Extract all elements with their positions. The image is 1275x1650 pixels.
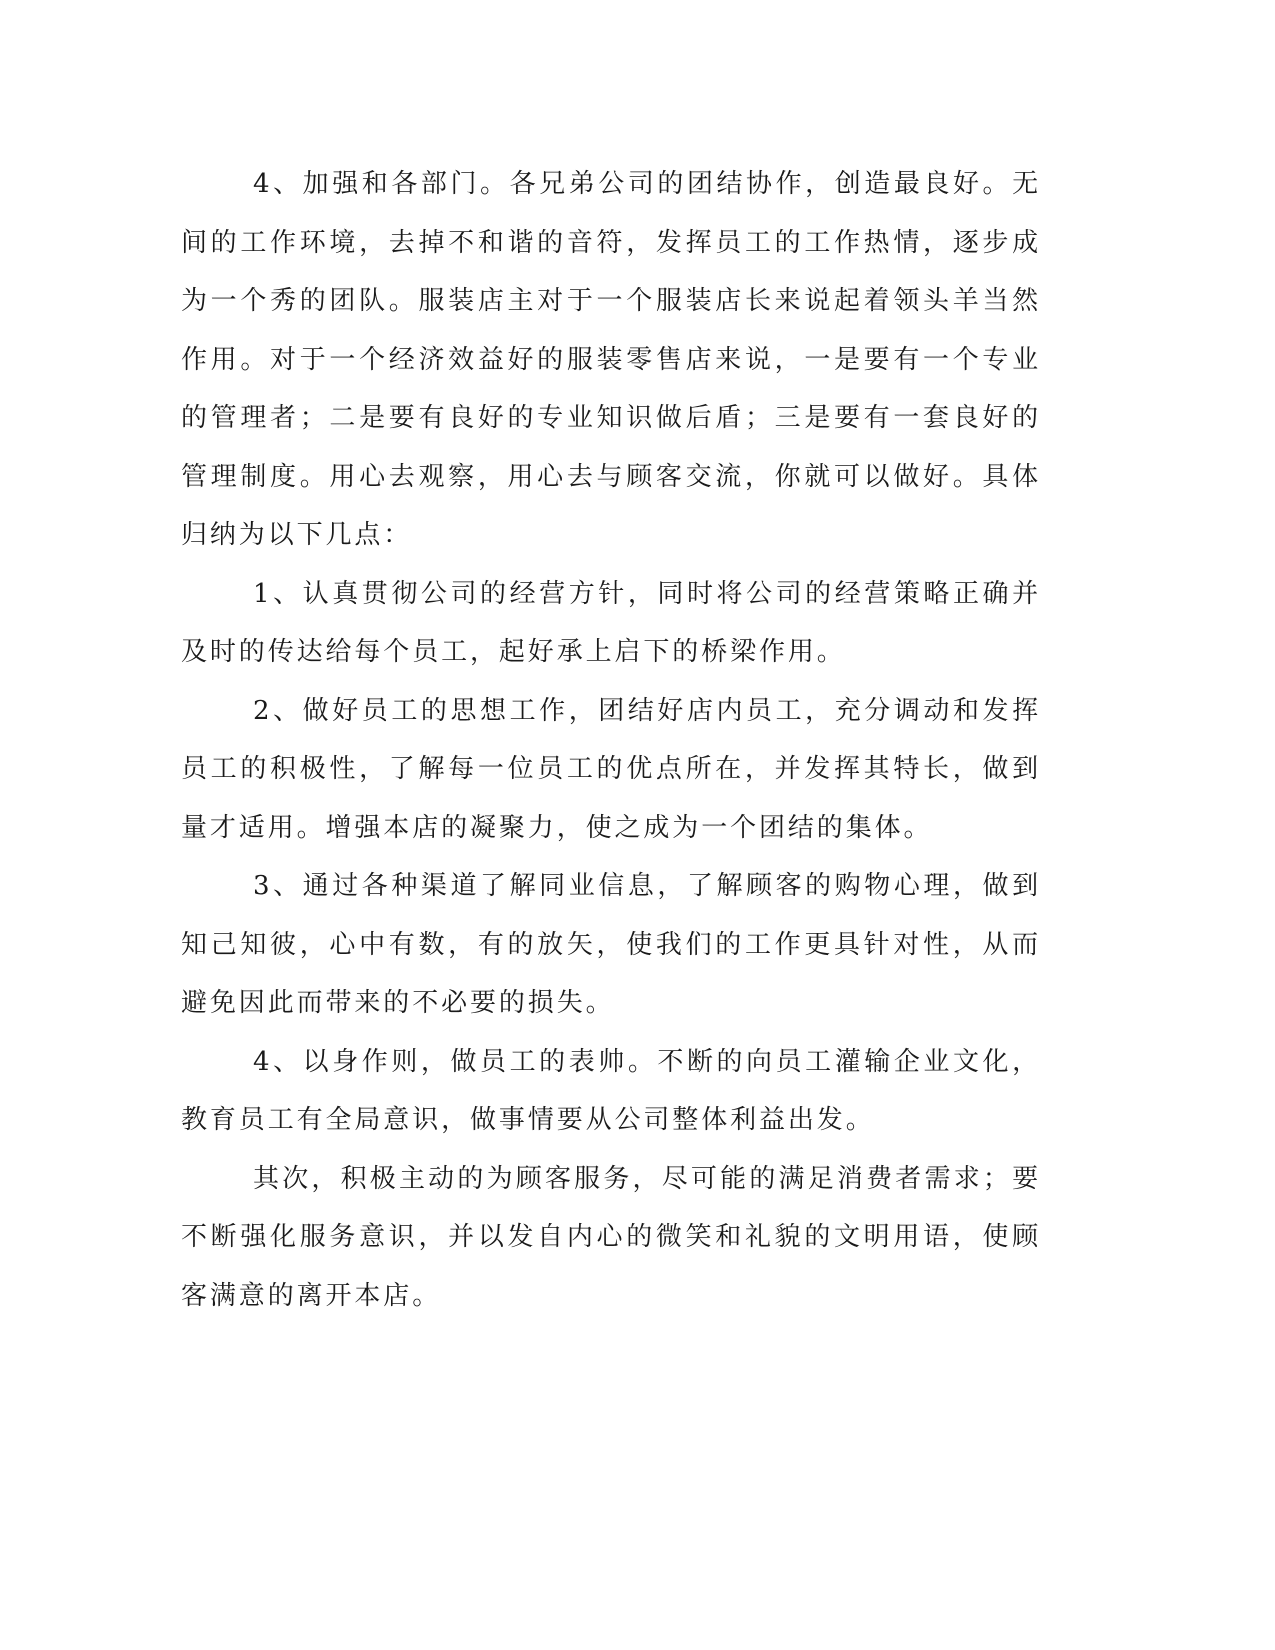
document-body bbox=[181, 155, 1041, 1325]
paragraph-point-3: 3、通过各种渠道了解同业信息，了解顾客的购物心理，做到知己知彼，心中有数，有的放矢，使我们的工作更具针对性，从而避免因此而带来的不必要的损失。 bbox=[181, 871, 1041, 1018]
paragraph-customer-service: 其次，积极主动的为顾客服务，尽可能的满足消费者需求；要不断强化服务意识，并以发自内心的微笑和礼貌的文明用语，使顾客满意的离开本店。 bbox=[181, 1163, 1041, 1311]
paragraph-strengthen-teamwork: 4、加强和各部门。各兄弟公司的团结协作，创造最良好。无间的工作环境，去掉不和谐的音符，发挥员工的工作热情，逐步成为一个秀的团队。服装店主对于一个服装店长来说起着领头羊当然作用。对于一个经济效益好的服装零售店来说，一是要有一个专业的管理者；二是要有良好的专业知识做后盾；三是要有一套良好的管理制度。用心去观察，用心去与顾客交流，你就可以做好。具体归纳为以下几点： bbox=[181, 169, 1041, 550]
paragraph-point-4: 4、以身作则，做员工的表帅。不断的向员工灌输企业文化，教育员工有全局意识，做事情要从公司整体利益出发。 bbox=[181, 1046, 1041, 1135]
paragraph-point-1: 1、认真贯彻公司的经营方针，同时将公司的经营策略正确并及时的传达给每个员工，起好承上启下的桥梁作用。 bbox=[181, 578, 1041, 667]
paragraph-point-2: 2、做好员工的思想工作，团结好店内员工，充分调动和发挥员工的积极性，了解每一位员工的优点所在，并发挥其特长，做到量才适用。增强本店的凝聚力，使之成为一个团结的集体。 bbox=[181, 695, 1041, 843]
